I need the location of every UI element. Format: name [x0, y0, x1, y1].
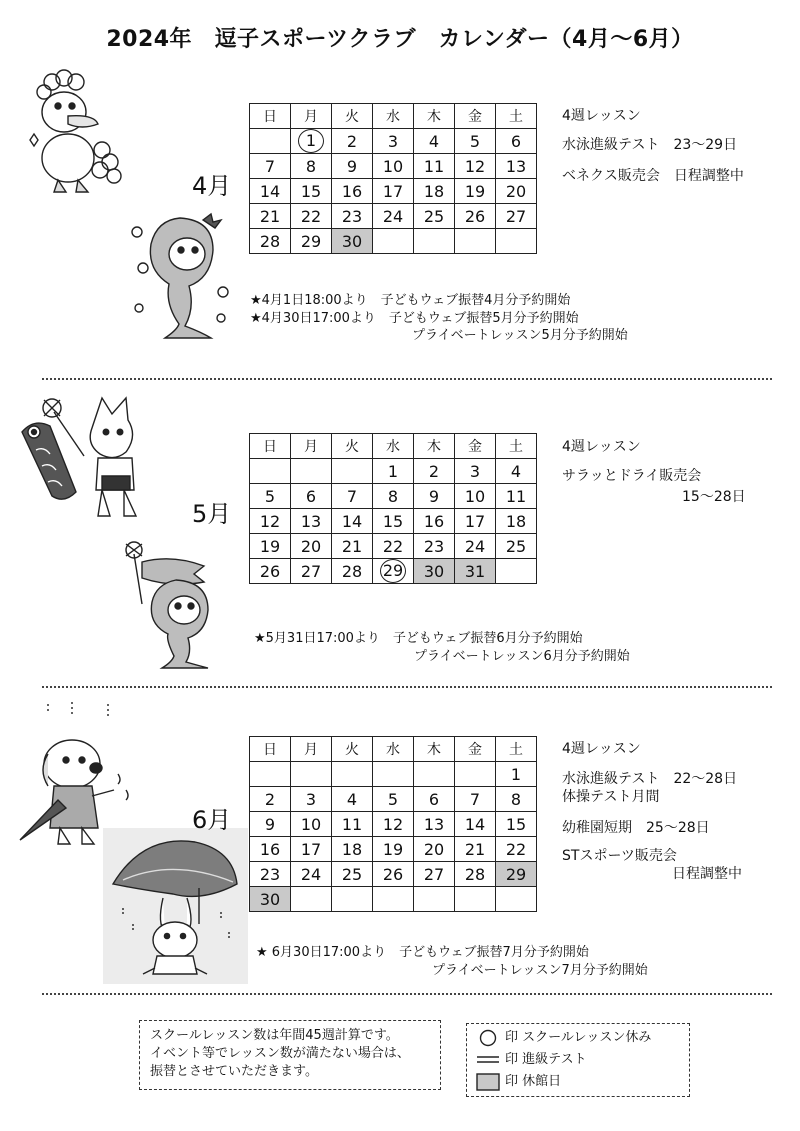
- calendar-day: [414, 129, 455, 154]
- calendar-day: [332, 787, 373, 812]
- calendar-day: [455, 534, 496, 559]
- note-line: サラッとドライ販売会: [562, 468, 702, 484]
- calendar-day: [414, 534, 455, 559]
- calendar-day: [496, 129, 537, 154]
- calendar-day: [414, 509, 455, 534]
- day-number: 18: [341, 839, 363, 859]
- calendar-day: [496, 812, 537, 837]
- calendar-empty-cell: [291, 762, 332, 787]
- calendar-day: [496, 179, 537, 204]
- calendar-week-row: [250, 534, 537, 559]
- legend-item-lesson-off: [475, 1027, 681, 1049]
- weekday-header-row: [250, 434, 537, 459]
- calendar-day: [291, 559, 332, 584]
- calendar-day: [291, 154, 332, 179]
- day-number: 21: [464, 839, 486, 859]
- calendar-day: [291, 509, 332, 534]
- weekday-header: 木: [414, 737, 455, 762]
- section-divider: [42, 686, 772, 688]
- calendar-week-row: [250, 787, 537, 812]
- day-number: 27: [423, 864, 445, 884]
- weekday-header: 金: [455, 104, 496, 129]
- day-number: 6: [510, 131, 522, 151]
- star-notes-may: [254, 630, 630, 665]
- weekday-header: 日: [250, 434, 291, 459]
- day-number: 16: [341, 181, 363, 201]
- calendar-empty-cell: [455, 762, 496, 787]
- double-line-icon: [475, 1054, 501, 1066]
- calendar-day: [496, 509, 537, 534]
- weekday-header: 日: [250, 737, 291, 762]
- calendar-day: [455, 837, 496, 862]
- dolphin-with-koinobori-icon: [122, 540, 232, 674]
- calendar-day: [332, 837, 373, 862]
- rabbit-under-leaf-icon: [103, 828, 248, 984]
- section-divider: [42, 378, 772, 380]
- day-number: 19: [259, 536, 281, 556]
- calendar-day: [332, 509, 373, 534]
- day-number: 5: [264, 486, 276, 506]
- legend-box: [466, 1023, 690, 1097]
- calendar-day: [455, 129, 496, 154]
- calendar-empty-cell: [496, 229, 537, 254]
- day-number: 4: [346, 789, 358, 809]
- calendar-day: [455, 509, 496, 534]
- star-note: ★ 6月30日17:00より 子どもウェブ振替7月分予約開始: [256, 945, 589, 960]
- calendar-may: [249, 433, 537, 584]
- note-line: 15～28日: [682, 489, 746, 505]
- day-number: 24: [382, 206, 404, 226]
- day-number: 20: [300, 536, 322, 556]
- calendar-day: [455, 459, 496, 484]
- calendar-day: [414, 154, 455, 179]
- calendar-day: [291, 837, 332, 862]
- weekday-header: 月: [291, 434, 332, 459]
- calendar-day: [291, 204, 332, 229]
- day-number: 7: [264, 156, 276, 176]
- star-notes-june: [256, 944, 648, 979]
- calendar-day: [414, 179, 455, 204]
- calendar-empty-cell: [250, 762, 291, 787]
- calendar-day: [373, 812, 414, 837]
- note-line: 日程調整中: [672, 865, 742, 882]
- star-note: ★4月1日18:00より 子どもウェブ振替4月分予約開始: [250, 293, 571, 308]
- weekday-header: 金: [455, 434, 496, 459]
- calendar-day: [332, 862, 373, 887]
- legend-label: 印 休館日: [505, 1073, 562, 1089]
- day-number: 14: [341, 511, 363, 531]
- calendar-empty-cell: [414, 887, 455, 912]
- month-label-april: 4月: [192, 172, 232, 200]
- calendar-day: [250, 154, 291, 179]
- weekday-header: 土: [496, 737, 537, 762]
- calendar-day: [332, 534, 373, 559]
- day-number: 16: [259, 839, 281, 859]
- day-number: 30: [259, 889, 281, 909]
- calendar-day: [332, 812, 373, 837]
- calendar-empty-cell: [373, 762, 414, 787]
- calendar-day: [373, 534, 414, 559]
- calendar-week-row: [250, 887, 537, 912]
- day-number: 1: [510, 764, 522, 784]
- calendar-day: [332, 484, 373, 509]
- weekday-header: 火: [332, 104, 373, 129]
- calendar-week-row: [250, 229, 537, 254]
- calendar-empty-cell: [250, 129, 291, 154]
- calendar-day: [496, 459, 537, 484]
- calendar-day: [332, 204, 373, 229]
- school-info-box: [139, 1020, 441, 1090]
- calendar-day: [332, 179, 373, 204]
- calendar-day: [455, 484, 496, 509]
- star-note: プライベートレッスン5月分予約開始: [412, 328, 628, 344]
- day-number: 25: [341, 864, 363, 884]
- calendar-day: [291, 862, 332, 887]
- day-number: 2: [264, 789, 276, 809]
- day-number: 8: [387, 486, 399, 506]
- calendar-day: [496, 762, 537, 787]
- weekday-header: 火: [332, 434, 373, 459]
- day-number: 9: [346, 156, 358, 176]
- calendar-empty-cell: [496, 887, 537, 912]
- weekday-header: 火: [332, 737, 373, 762]
- calendar-week-row: [250, 154, 537, 179]
- weekday-header: 木: [414, 434, 455, 459]
- day-number: 31: [464, 561, 486, 581]
- calendar-day: [250, 887, 291, 912]
- notes-april: [562, 106, 744, 187]
- day-number: 8: [305, 156, 317, 176]
- calendar-day: [250, 862, 291, 887]
- calendar-empty-cell: [332, 762, 373, 787]
- star-notes-april: [250, 292, 628, 345]
- day-number: 27: [300, 561, 322, 581]
- calendar-day: [414, 837, 455, 862]
- wolf-with-koinobori-icon: [14, 392, 154, 531]
- day-number: 14: [259, 181, 281, 201]
- day-number: 1: [387, 461, 399, 481]
- dolphin-mascot-icon: [125, 208, 235, 347]
- day-number: 29: [505, 864, 527, 884]
- calendar-april: [249, 103, 537, 254]
- calendar-day: [496, 534, 537, 559]
- day-number: 9: [264, 814, 276, 834]
- calendar-day: [373, 559, 414, 584]
- weekday-header: 月: [291, 737, 332, 762]
- circled-day-number: 29: [380, 559, 406, 583]
- legend-item-closed: [475, 1071, 681, 1093]
- calendar-day: [332, 129, 373, 154]
- weekday-header: 水: [373, 434, 414, 459]
- calendar-day: [455, 154, 496, 179]
- calendar-day: [373, 459, 414, 484]
- calendar-day: [455, 204, 496, 229]
- day-number: 4: [510, 461, 522, 481]
- calendar-empty-cell: [332, 459, 373, 484]
- month-label-june: 6月: [192, 806, 232, 834]
- day-number: 10: [464, 486, 486, 506]
- calendar-empty-cell: [332, 887, 373, 912]
- calendar-week-row: [250, 509, 537, 534]
- calendar-day: [455, 812, 496, 837]
- day-number: 18: [505, 511, 527, 531]
- weekday-header: 月: [291, 104, 332, 129]
- calendar-empty-cell: [455, 229, 496, 254]
- calendar-week-row: [250, 862, 537, 887]
- day-number: 13: [505, 156, 527, 176]
- day-number: 20: [423, 839, 445, 859]
- day-number: 10: [300, 814, 322, 834]
- weekday-header: 水: [373, 104, 414, 129]
- weekday-header: 金: [455, 737, 496, 762]
- circled-day-number: 1: [298, 129, 324, 153]
- day-number: 10: [382, 156, 404, 176]
- day-number: 28: [259, 231, 281, 251]
- calendar-day: [414, 862, 455, 887]
- calendar-empty-cell: [291, 459, 332, 484]
- calendar-day: [250, 509, 291, 534]
- calendar-week-row: [250, 179, 537, 204]
- day-number: 19: [464, 181, 486, 201]
- day-number: 30: [423, 561, 445, 581]
- day-number: 6: [428, 789, 440, 809]
- section-divider: [42, 993, 772, 995]
- weekday-header: 水: [373, 737, 414, 762]
- legend-label: 印 スクールレッスン休み: [505, 1029, 652, 1045]
- day-number: 23: [423, 536, 445, 556]
- note-line: 4週レッスン: [562, 741, 641, 757]
- calendar-day: [373, 484, 414, 509]
- calendar-empty-cell: [414, 762, 455, 787]
- day-number: 12: [464, 156, 486, 176]
- day-number: 2: [428, 461, 440, 481]
- weekday-header: 日: [250, 104, 291, 129]
- day-number: 3: [387, 131, 399, 151]
- calendar-day: [250, 559, 291, 584]
- calendar-day: [291, 484, 332, 509]
- calendar-week-row: [250, 812, 537, 837]
- calendar-day: [455, 787, 496, 812]
- day-number: 24: [464, 536, 486, 556]
- calendar-day: [414, 812, 455, 837]
- day-number: 25: [505, 536, 527, 556]
- calendar-day: [455, 179, 496, 204]
- calendar-week-row: [250, 837, 537, 862]
- calendar-day: [496, 204, 537, 229]
- day-number: 28: [464, 864, 486, 884]
- note-line: 水泳進級テスト 23～29日: [562, 137, 738, 153]
- day-number: 26: [259, 561, 281, 581]
- day-number: 17: [382, 181, 404, 201]
- day-number: 15: [300, 181, 322, 201]
- star-note: ★4月30日17:00より 子どもウェブ振替5月分予約開始: [250, 310, 579, 326]
- calendar-day: [496, 154, 537, 179]
- calendar-week-row: [250, 459, 537, 484]
- note-line: 体操テスト月間: [562, 789, 660, 806]
- note-line: 幼稚園短期 25～28日: [562, 819, 710, 836]
- weekday-header-row: [250, 104, 537, 129]
- weekday-header: 木: [414, 104, 455, 129]
- calendar-empty-cell: [373, 229, 414, 254]
- day-number: 13: [300, 511, 322, 531]
- day-number: 17: [300, 839, 322, 859]
- month-label-may: 5月: [192, 500, 232, 528]
- day-number: 3: [469, 461, 481, 481]
- calendar-day: [250, 484, 291, 509]
- day-number: 5: [387, 789, 399, 809]
- calendar-day: [455, 559, 496, 584]
- calendar-day: [373, 509, 414, 534]
- weekday-header-row: [250, 737, 537, 762]
- day-number: 21: [341, 536, 363, 556]
- calendar-day: [250, 837, 291, 862]
- day-number: 20: [505, 181, 527, 201]
- note-line: 4週レッスン: [562, 108, 641, 124]
- calendar-day: [291, 812, 332, 837]
- note-line: 4週レッスン: [562, 439, 641, 455]
- day-number: 12: [259, 511, 281, 531]
- star-note: ★5月31日17:00より 子どもウェブ振替6月分予約開始: [254, 631, 583, 646]
- calendar-day: [455, 862, 496, 887]
- calendar-day: [332, 229, 373, 254]
- calendar-empty-cell: [291, 887, 332, 912]
- weekday-header: 土: [496, 434, 537, 459]
- calendar-week-row: [250, 129, 537, 154]
- day-number: 22: [382, 536, 404, 556]
- calendar-day: [250, 787, 291, 812]
- calendar-day: [414, 787, 455, 812]
- calendar-day: [250, 179, 291, 204]
- day-number: 14: [464, 814, 486, 834]
- calendar-day: [332, 559, 373, 584]
- gray-box-icon: [475, 1073, 501, 1091]
- legend-label: 印 進級テスト: [505, 1051, 587, 1067]
- day-number: 7: [469, 789, 481, 809]
- calendar-day: [414, 559, 455, 584]
- duck-mascot-icon: [22, 66, 127, 200]
- calendar-empty-cell: [250, 459, 291, 484]
- circle-icon: [475, 1029, 501, 1047]
- day-number: 19: [382, 839, 404, 859]
- calendar-week-row: [250, 204, 537, 229]
- note-line: 水泳進級テスト 22～28日: [562, 771, 738, 788]
- day-number: 24: [300, 864, 322, 884]
- day-number: 30: [341, 231, 363, 251]
- info-line: 振替とさせていただきます。: [150, 1064, 318, 1080]
- day-number: 22: [300, 206, 322, 226]
- day-number: 25: [423, 206, 445, 226]
- day-number: 6: [305, 486, 317, 506]
- calendar-week-row: [250, 762, 537, 787]
- day-number: 26: [464, 206, 486, 226]
- day-number: 2: [346, 131, 358, 151]
- calendar-week-row: [250, 484, 537, 509]
- calendar-day: [496, 837, 537, 862]
- day-number: 9: [428, 486, 440, 506]
- calendar-day: [250, 204, 291, 229]
- day-number: 16: [423, 511, 445, 531]
- day-number: 27: [505, 206, 527, 226]
- calendar-week-row: [250, 559, 537, 584]
- day-number: 4: [428, 131, 440, 151]
- day-number: 23: [341, 206, 363, 226]
- calendar-day: [414, 204, 455, 229]
- note-line: ベネクス販売会 日程調整中: [562, 168, 744, 184]
- day-number: 8: [510, 789, 522, 809]
- day-number: 21: [259, 206, 281, 226]
- weekday-header: 土: [496, 104, 537, 129]
- calendar-day: [291, 787, 332, 812]
- day-number: 23: [259, 864, 281, 884]
- calendar-day: [291, 534, 332, 559]
- star-note: プライベートレッスン6月分予約開始: [414, 648, 630, 664]
- calendar-day: [373, 129, 414, 154]
- calendar-day: [250, 534, 291, 559]
- day-number: 11: [423, 156, 445, 176]
- calendar-empty-cell: [496, 559, 537, 584]
- day-number: 7: [346, 486, 358, 506]
- calendar-day: [291, 179, 332, 204]
- day-number: 3: [305, 789, 317, 809]
- calendar-day: [332, 154, 373, 179]
- calendar-day: [250, 812, 291, 837]
- calendar-day: [414, 484, 455, 509]
- day-number: 29: [300, 231, 322, 251]
- notes-may: [562, 437, 746, 508]
- calendar-day: [496, 787, 537, 812]
- calendar-day: [373, 154, 414, 179]
- day-number: 12: [382, 814, 404, 834]
- day-number: 18: [423, 181, 445, 201]
- page-title: 2024年 逗子スポーツクラブ カレンダー（4月～6月）: [106, 27, 694, 52]
- calendar-empty-cell: [455, 887, 496, 912]
- calendar-day: [496, 484, 537, 509]
- day-number: 5: [469, 131, 481, 151]
- calendar-day: [373, 179, 414, 204]
- star-note: プライベートレッスン7月分予約開始: [432, 962, 648, 978]
- calendar-empty-cell: [414, 229, 455, 254]
- calendar-day: [291, 129, 332, 154]
- day-number: 15: [505, 814, 527, 834]
- day-number: 26: [382, 864, 404, 884]
- day-number: 17: [464, 511, 486, 531]
- day-number: 11: [341, 814, 363, 834]
- legend-item-promotion-test: [475, 1049, 681, 1071]
- calendar-day: [414, 459, 455, 484]
- day-number: 28: [341, 561, 363, 581]
- calendar-day: [496, 862, 537, 887]
- day-number: 13: [423, 814, 445, 834]
- calendar-day: [291, 229, 332, 254]
- notes-june: [562, 740, 742, 883]
- info-line: スクールレッスン数は年間45週計算です。: [150, 1028, 399, 1043]
- calendar-day: [373, 837, 414, 862]
- day-number: 15: [382, 511, 404, 531]
- calendar-day: [373, 204, 414, 229]
- day-number: 11: [505, 486, 527, 506]
- info-line: イベント等でレッスン数が満たない場合は、: [150, 1046, 410, 1062]
- calendar-empty-cell: [373, 887, 414, 912]
- calendar-june: [249, 736, 537, 912]
- calendar-day: [373, 862, 414, 887]
- calendar-day: [250, 229, 291, 254]
- day-number: 22: [505, 839, 527, 859]
- calendar-day: [373, 787, 414, 812]
- note-line: STスポーツ販売会: [562, 847, 677, 864]
